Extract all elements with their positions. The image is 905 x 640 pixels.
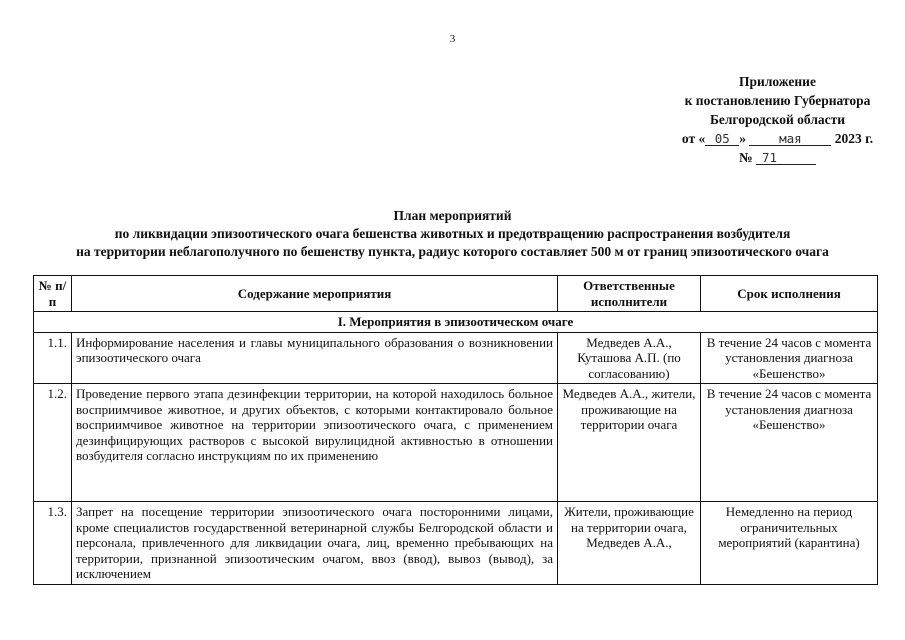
plan-title-line3: на территории неблагополучного по бешенству пункта, радиус которого составляет 500 м от границ эпизоотического очага <box>76 244 829 259</box>
appendix-block <box>655 72 900 167</box>
row-content: Проведение первого этапа дезинфекции территории, на которой находилось больное восприимчивое животное, и других объектов, с которыми контактировало больное восприимчивое животное на территории эпизоотического очага, с применением дезинфицирующих растворов с высокой вирулицидной активностью в отношении возбудителя согласно инструкциям по их применению <box>72 384 558 502</box>
header-responsible: Ответственные исполнители <box>558 276 701 312</box>
page-number: 3 <box>449 33 456 45</box>
plan-title-line1: План мероприятий <box>393 208 512 223</box>
row-responsible: Медведев А.А., Куташова А.П. (по согласованию) <box>558 332 701 384</box>
section-title: I. Мероприятия в эпизоотическом очаге <box>34 312 878 333</box>
section-row <box>34 312 878 333</box>
header-num: № п/п <box>34 276 72 312</box>
appendix-date <box>655 129 900 148</box>
date-mid: » <box>739 131 746 146</box>
table-row <box>34 332 878 384</box>
appendix-number <box>655 148 900 167</box>
table-row <box>34 502 878 585</box>
row-term: Немедленно на период ограничительных мероприятий (карантина) <box>701 502 878 585</box>
row-num: 1.2. <box>34 384 72 502</box>
row-content: Запрет на посещение территории эпизоотического очага посторонними лицами, кроме специалистов государственной ветеринарной службы Белгородской области и персонала, привлеченного для ликвидации очага, лиц, временно пребывающих на территории, признанной эпизоотическим очагом, ввоз (ввод), вывоз (вывод), за исключением <box>72 502 558 585</box>
header-content: Содержание мероприятия <box>72 276 558 312</box>
appendix-resolution: к постановлению Губернатора <box>684 93 871 108</box>
plan-table <box>33 275 878 585</box>
date-month: мая <box>749 132 831 146</box>
row-term: В течение 24 часов с момента установления диагноза «Бешенство» <box>701 384 878 502</box>
plan-title <box>0 207 905 261</box>
row-num: 1.3. <box>34 502 72 585</box>
row-content: Информирование населения и главы муниципального образования о возникновении эпизоотического очага <box>72 332 558 384</box>
number-label: № <box>739 150 753 165</box>
date-day: 05 <box>705 132 739 146</box>
row-term: В течение 24 часов с момента установления диагноза «Бешенство» <box>701 332 878 384</box>
header-term: Срок исполнения <box>701 276 878 312</box>
table-row <box>34 384 878 502</box>
plan-title-line2: по ликвидации эпизоотического очага бешенства животных и предотвращению распространения возбудителя <box>114 226 791 241</box>
table-header-row <box>34 276 878 312</box>
appendix-title: Приложение <box>739 74 816 89</box>
row-responsible: Жители, проживающие на территории очага, Медведев А.А., <box>558 502 701 585</box>
date-year: 2023 г. <box>834 131 874 146</box>
date-prefix: от « <box>681 131 706 146</box>
document-number: 71 <box>756 151 816 165</box>
appendix-region: Белгородской области <box>709 112 846 127</box>
row-responsible: Медведев А.А., жители, проживающие на территории очага <box>558 384 701 502</box>
row-num: 1.1. <box>34 332 72 384</box>
